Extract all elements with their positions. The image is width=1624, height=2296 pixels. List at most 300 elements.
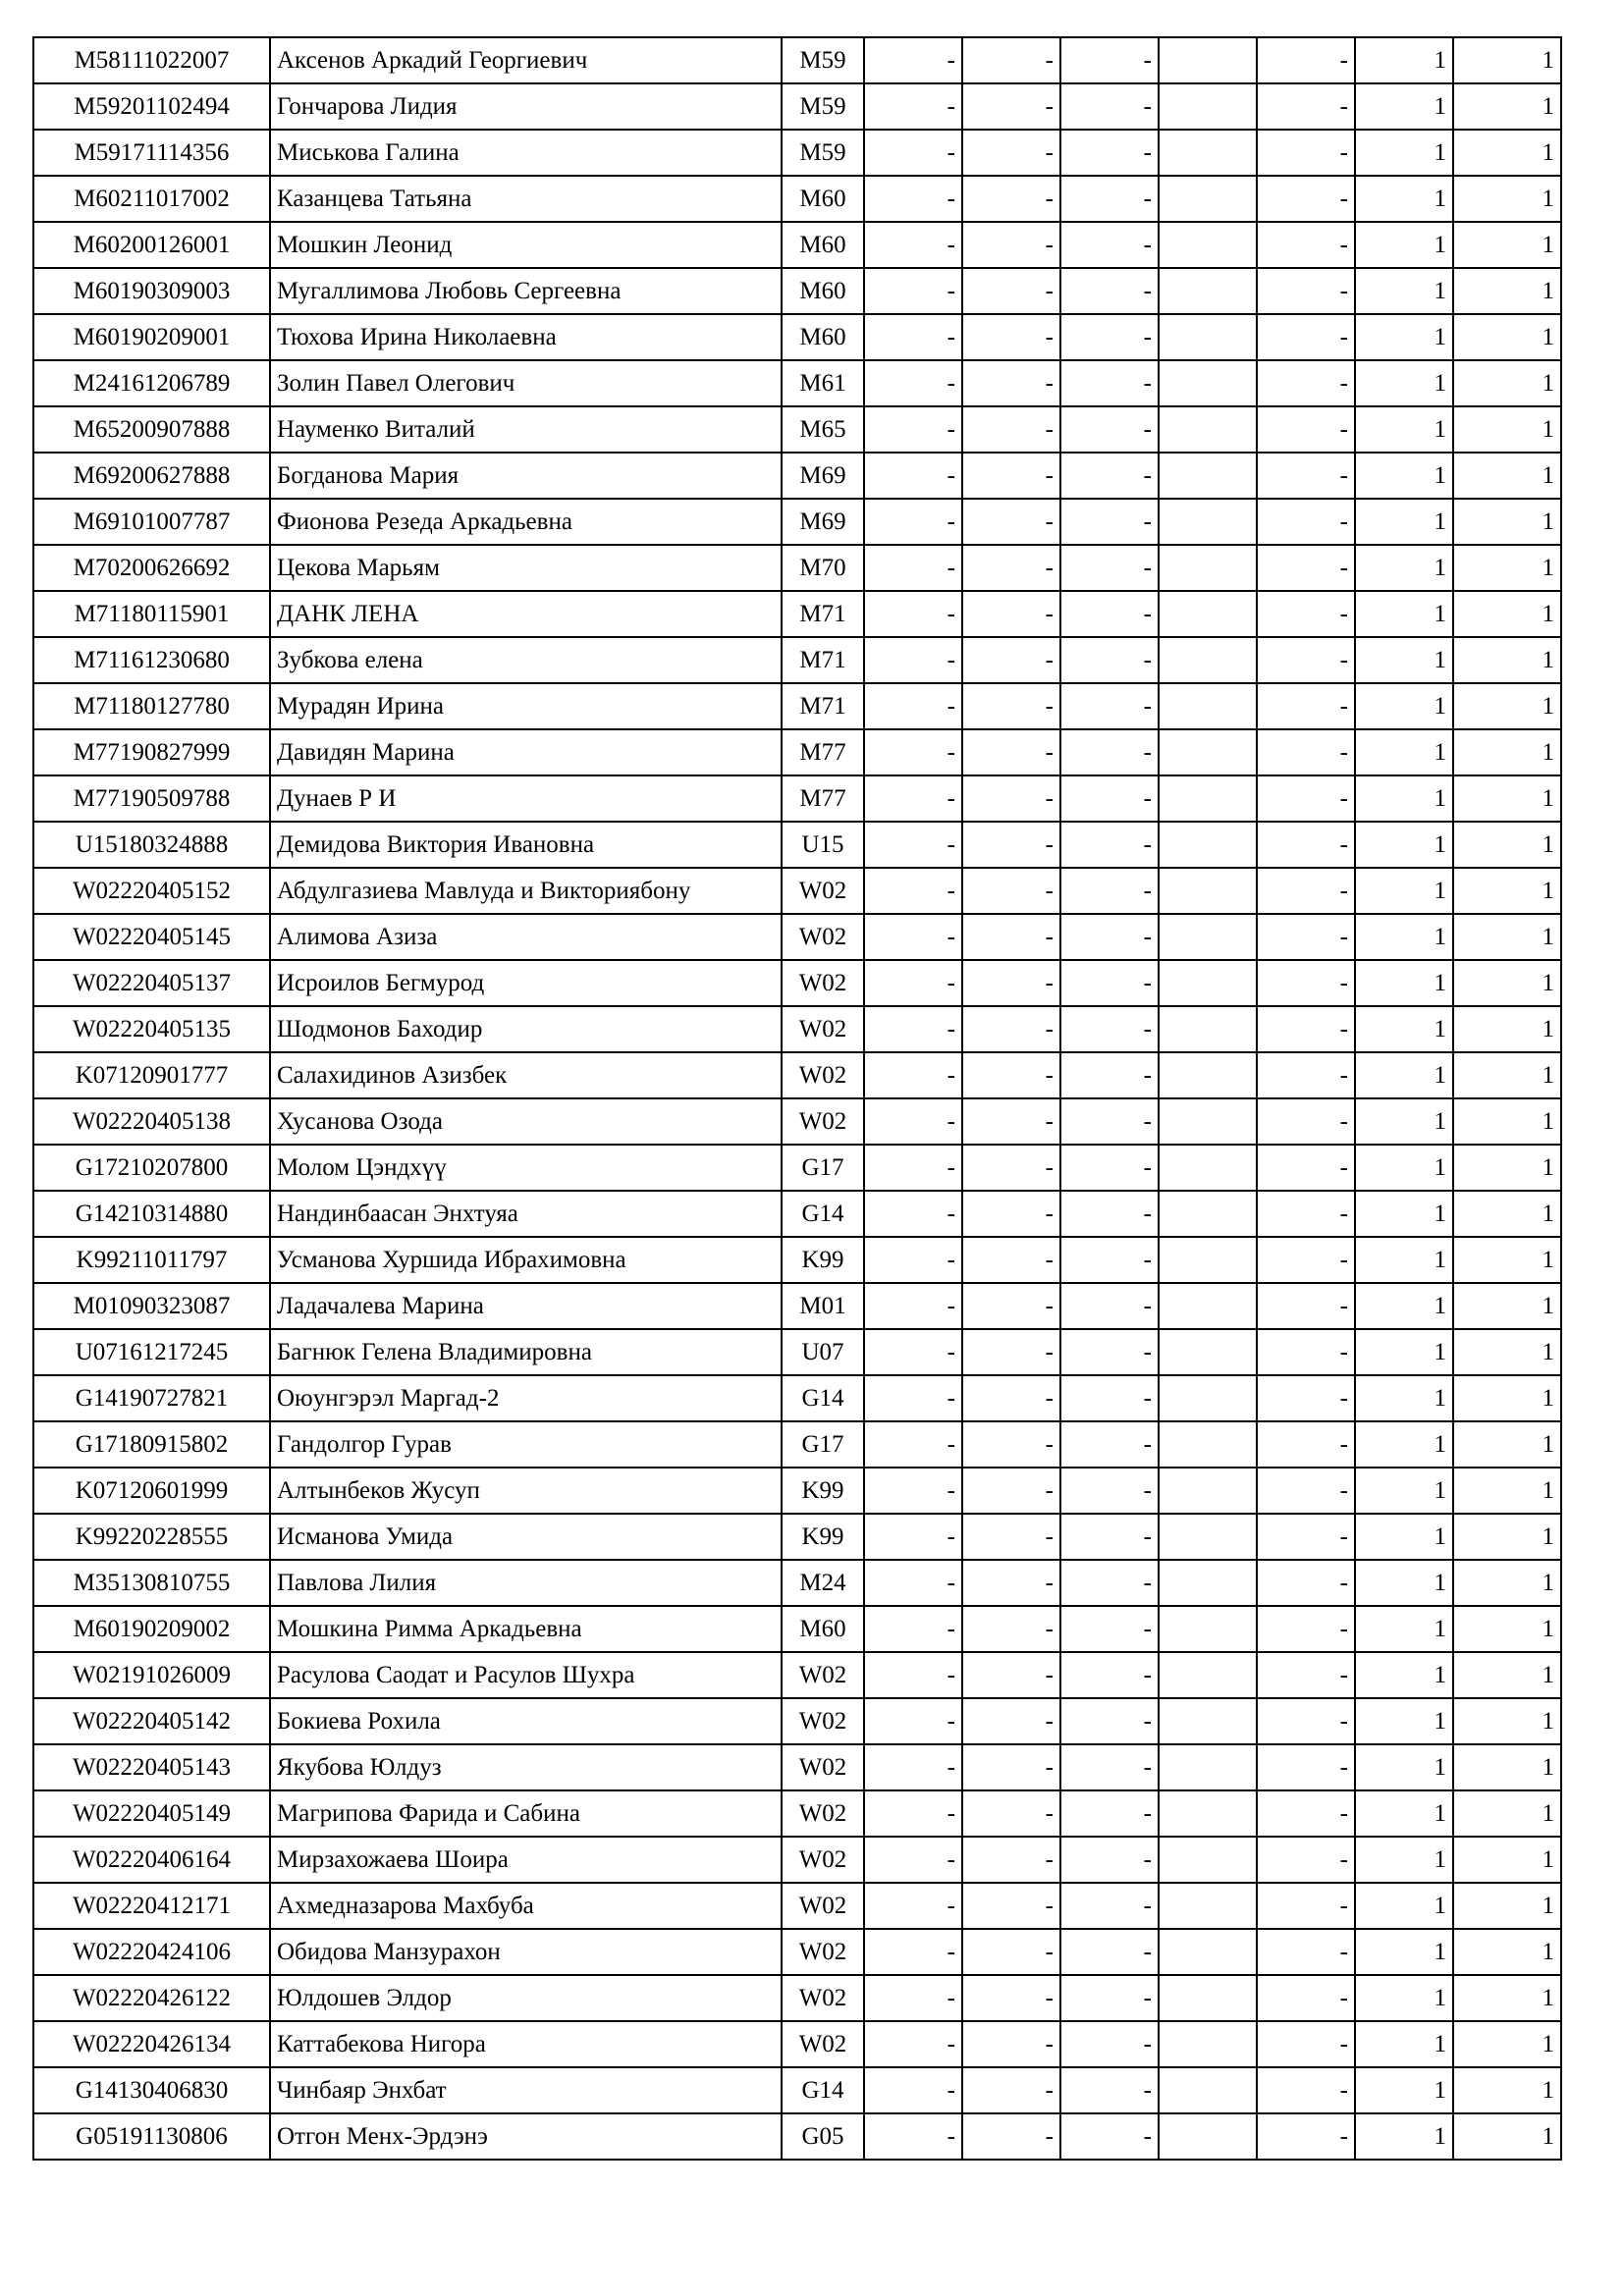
- table-row: [33, 1698, 1561, 1744]
- cell-col4: -: [864, 822, 962, 868]
- cell-col10: 1: [1453, 1652, 1561, 1698]
- cell-name: Абдулгазиева Мавлуда и Викториябону: [270, 868, 782, 914]
- cell-col6: -: [1060, 1006, 1159, 1052]
- cell-col10: 1: [1453, 591, 1561, 637]
- cell-col9: 1: [1355, 130, 1453, 176]
- cell-col5: -: [962, 176, 1060, 222]
- cell-col5: -: [962, 1975, 1060, 2021]
- cell-col5: -: [962, 1606, 1060, 1652]
- cell-col10: 1: [1453, 176, 1561, 222]
- cell-col4: -: [864, 268, 962, 314]
- cell-id: M60211017002: [33, 176, 270, 222]
- cell-col6: -: [1060, 1283, 1159, 1329]
- cell-col7: [1159, 83, 1257, 130]
- cell-name: Алимова Азиза: [270, 914, 782, 960]
- cell-code: M69: [782, 499, 864, 545]
- cell-col10: 1: [1453, 1006, 1561, 1052]
- table-row: [33, 1606, 1561, 1652]
- cell-col7: [1159, 1929, 1257, 1975]
- cell-col5: -: [962, 1237, 1060, 1283]
- cell-col10: 1: [1453, 1837, 1561, 1883]
- table-row: [33, 176, 1561, 222]
- cell-col5: -: [962, 360, 1060, 406]
- table-row: [33, 2067, 1561, 2113]
- table-row: [33, 360, 1561, 406]
- cell-col7: [1159, 1698, 1257, 1744]
- cell-col5: -: [962, 637, 1060, 683]
- cell-id: W02220405135: [33, 1006, 270, 1052]
- cell-col6: -: [1060, 868, 1159, 914]
- cell-name: Отгон Менх-Эрдэнэ: [270, 2113, 782, 2160]
- cell-col8: -: [1257, 314, 1355, 360]
- cell-id: M60200126001: [33, 222, 270, 268]
- cell-col8: -: [1257, 499, 1355, 545]
- cell-name: Зубкова елена: [270, 637, 782, 683]
- cell-col9: 1: [1355, 545, 1453, 591]
- cell-col6: -: [1060, 2021, 1159, 2067]
- cell-name: Золин Павел Олегович: [270, 360, 782, 406]
- cell-col4: -: [864, 1744, 962, 1790]
- cell-col5: -: [962, 822, 1060, 868]
- cell-code: M69: [782, 453, 864, 499]
- cell-id: M35130810755: [33, 1560, 270, 1606]
- cell-code: M70: [782, 545, 864, 591]
- cell-id: W02220405137: [33, 960, 270, 1006]
- cell-col8: -: [1257, 1329, 1355, 1375]
- cell-col4: -: [864, 1237, 962, 1283]
- cell-col6: -: [1060, 130, 1159, 176]
- cell-col10: 1: [1453, 1283, 1561, 1329]
- table-row: [33, 1237, 1561, 1283]
- table-row: [33, 1560, 1561, 1606]
- cell-col5: -: [962, 1514, 1060, 1560]
- cell-col6: -: [1060, 1191, 1159, 1237]
- cell-col7: [1159, 1560, 1257, 1606]
- cell-code: M59: [782, 37, 864, 83]
- data-table: [32, 36, 1562, 2161]
- cell-id: M59201102494: [33, 83, 270, 130]
- cell-id: M69200627888: [33, 453, 270, 499]
- cell-col10: 1: [1453, 914, 1561, 960]
- cell-col6: -: [1060, 1744, 1159, 1790]
- cell-col5: -: [962, 545, 1060, 591]
- cell-col8: -: [1257, 1790, 1355, 1837]
- cell-col10: 1: [1453, 222, 1561, 268]
- table-row: [33, 683, 1561, 729]
- cell-col10: 1: [1453, 499, 1561, 545]
- cell-col9: 1: [1355, 1468, 1453, 1514]
- cell-col10: 1: [1453, 2067, 1561, 2113]
- cell-name: Богданова Мария: [270, 453, 782, 499]
- cell-col9: 1: [1355, 2021, 1453, 2067]
- cell-col5: -: [962, 1560, 1060, 1606]
- cell-code: W02: [782, 1929, 864, 1975]
- table-row: [33, 314, 1561, 360]
- cell-name: Мошкин Леонид: [270, 222, 782, 268]
- table-row: [33, 775, 1561, 822]
- cell-name: Науменко Виталий: [270, 406, 782, 453]
- cell-col5: -: [962, 1468, 1060, 1514]
- cell-col6: -: [1060, 453, 1159, 499]
- cell-code: W02: [782, 2021, 864, 2067]
- cell-col6: -: [1060, 960, 1159, 1006]
- cell-col5: -: [962, 37, 1060, 83]
- cell-col8: -: [1257, 1283, 1355, 1329]
- cell-col10: 1: [1453, 1468, 1561, 1514]
- cell-col7: [1159, 1329, 1257, 1375]
- cell-col6: -: [1060, 268, 1159, 314]
- cell-col8: -: [1257, 683, 1355, 729]
- cell-col6: -: [1060, 176, 1159, 222]
- cell-col8: -: [1257, 914, 1355, 960]
- cell-col9: 1: [1355, 1975, 1453, 2021]
- cell-name: Хусанова Озода: [270, 1098, 782, 1145]
- cell-code: K99: [782, 1468, 864, 1514]
- cell-name: Казанцева Татьяна: [270, 176, 782, 222]
- cell-col4: -: [864, 130, 962, 176]
- cell-col8: -: [1257, 1421, 1355, 1468]
- cell-col9: 1: [1355, 453, 1453, 499]
- cell-col7: [1159, 130, 1257, 176]
- cell-col6: -: [1060, 1790, 1159, 1837]
- cell-col7: [1159, 1790, 1257, 1837]
- table-row: [33, 1375, 1561, 1421]
- cell-col5: -: [962, 453, 1060, 499]
- cell-col9: 1: [1355, 1283, 1453, 1329]
- cell-name: Бокиева Рохила: [270, 1698, 782, 1744]
- cell-col9: 1: [1355, 1744, 1453, 1790]
- table-row: [33, 1145, 1561, 1191]
- cell-col4: -: [864, 1560, 962, 1606]
- cell-col6: -: [1060, 683, 1159, 729]
- cell-col7: [1159, 960, 1257, 1006]
- cell-col6: -: [1060, 2067, 1159, 2113]
- cell-id: M77190827999: [33, 729, 270, 775]
- cell-col9: 1: [1355, 591, 1453, 637]
- cell-col8: -: [1257, 1883, 1355, 1929]
- cell-col7: [1159, 176, 1257, 222]
- cell-col5: -: [962, 314, 1060, 360]
- cell-col9: 1: [1355, 1837, 1453, 1883]
- cell-name: Ахмедназарова Махбуба: [270, 1883, 782, 1929]
- cell-col7: [1159, 1098, 1257, 1145]
- cell-col6: -: [1060, 1652, 1159, 1698]
- table-row: [33, 1329, 1561, 1375]
- cell-col9: 1: [1355, 775, 1453, 822]
- cell-name: Гандолгор Гурав: [270, 1421, 782, 1468]
- cell-col4: -: [864, 2113, 962, 2160]
- cell-col10: 1: [1453, 314, 1561, 360]
- cell-col6: -: [1060, 1052, 1159, 1098]
- cell-col7: [1159, 1837, 1257, 1883]
- cell-col4: -: [864, 1837, 962, 1883]
- table-row: [33, 1283, 1561, 1329]
- cell-name: Фионова Резеда Аркадьевна: [270, 499, 782, 545]
- cell-id: W02220405152: [33, 868, 270, 914]
- cell-col8: -: [1257, 1145, 1355, 1191]
- cell-col8: -: [1257, 1006, 1355, 1052]
- cell-col8: -: [1257, 1237, 1355, 1283]
- cell-id: W02220405138: [33, 1098, 270, 1145]
- table-row: [33, 453, 1561, 499]
- cell-col7: [1159, 914, 1257, 960]
- table-body: [33, 37, 1561, 2160]
- cell-id: W02220412171: [33, 1883, 270, 1929]
- table-row: [33, 406, 1561, 453]
- cell-col6: -: [1060, 1375, 1159, 1421]
- cell-col9: 1: [1355, 1145, 1453, 1191]
- cell-name: Миськова Галина: [270, 130, 782, 176]
- cell-col7: [1159, 1237, 1257, 1283]
- cell-col9: 1: [1355, 268, 1453, 314]
- cell-col4: -: [864, 637, 962, 683]
- cell-id: W02220405145: [33, 914, 270, 960]
- cell-code: W02: [782, 1652, 864, 1698]
- cell-code: G17: [782, 1145, 864, 1191]
- cell-col9: 1: [1355, 37, 1453, 83]
- cell-col7: [1159, 1652, 1257, 1698]
- table-row: [33, 1468, 1561, 1514]
- cell-col10: 1: [1453, 2113, 1561, 2160]
- cell-id: G14130406830: [33, 2067, 270, 2113]
- cell-id: W02191026009: [33, 1652, 270, 1698]
- cell-col6: -: [1060, 1421, 1159, 1468]
- cell-col7: [1159, 453, 1257, 499]
- cell-col8: -: [1257, 1052, 1355, 1098]
- cell-col8: -: [1257, 1468, 1355, 1514]
- cell-col4: -: [864, 360, 962, 406]
- cell-code: M01: [782, 1283, 864, 1329]
- cell-col10: 1: [1453, 1606, 1561, 1652]
- cell-col5: -: [962, 1098, 1060, 1145]
- cell-col7: [1159, 591, 1257, 637]
- cell-col10: 1: [1453, 1929, 1561, 1975]
- cell-code: K99: [782, 1237, 864, 1283]
- cell-col8: -: [1257, 360, 1355, 406]
- table-row: [33, 1744, 1561, 1790]
- cell-col7: [1159, 1052, 1257, 1098]
- cell-col9: 1: [1355, 406, 1453, 453]
- cell-id: M71180115901: [33, 591, 270, 637]
- cell-col7: [1159, 360, 1257, 406]
- cell-col8: -: [1257, 1560, 1355, 1606]
- cell-col10: 1: [1453, 83, 1561, 130]
- table-row: [33, 1191, 1561, 1237]
- cell-col7: [1159, 1606, 1257, 1652]
- cell-code: G14: [782, 1375, 864, 1421]
- cell-col10: 1: [1453, 1883, 1561, 1929]
- cell-name: Багнюк Гелена Владимировна: [270, 1329, 782, 1375]
- cell-id: W02220426134: [33, 2021, 270, 2067]
- cell-col10: 1: [1453, 729, 1561, 775]
- cell-col5: -: [962, 1652, 1060, 1698]
- cell-code: K99: [782, 1514, 864, 1560]
- cell-code: M71: [782, 591, 864, 637]
- table-row: [33, 1929, 1561, 1975]
- cell-name: Усманова Хуршида Ибрахимовна: [270, 1237, 782, 1283]
- cell-col5: -: [962, 729, 1060, 775]
- cell-col8: -: [1257, 268, 1355, 314]
- cell-col9: 1: [1355, 1652, 1453, 1698]
- cell-id: G14190727821: [33, 1375, 270, 1421]
- cell-col8: -: [1257, 729, 1355, 775]
- cell-col5: -: [962, 960, 1060, 1006]
- cell-col4: -: [864, 729, 962, 775]
- cell-col8: -: [1257, 1652, 1355, 1698]
- cell-col6: -: [1060, 1606, 1159, 1652]
- table-row: [33, 1883, 1561, 1929]
- cell-col8: -: [1257, 2067, 1355, 2113]
- cell-col5: -: [962, 130, 1060, 176]
- cell-id: K07120901777: [33, 1052, 270, 1098]
- cell-code: W02: [782, 1975, 864, 2021]
- cell-col5: -: [962, 2113, 1060, 2160]
- cell-col10: 1: [1453, 130, 1561, 176]
- table-row: [33, 729, 1561, 775]
- cell-col10: 1: [1453, 268, 1561, 314]
- cell-name: Магрипова Фарида и Сабина: [270, 1790, 782, 1837]
- cell-id: G17210207800: [33, 1145, 270, 1191]
- cell-col9: 1: [1355, 176, 1453, 222]
- table-row: [33, 222, 1561, 268]
- cell-col5: -: [962, 1145, 1060, 1191]
- cell-col4: -: [864, 960, 962, 1006]
- cell-code: W02: [782, 1098, 864, 1145]
- cell-col10: 1: [1453, 2021, 1561, 2067]
- cell-col10: 1: [1453, 406, 1561, 453]
- cell-name: Мурадян Ирина: [270, 683, 782, 729]
- cell-col8: -: [1257, 222, 1355, 268]
- cell-col8: -: [1257, 868, 1355, 914]
- cell-col9: 1: [1355, 1375, 1453, 1421]
- cell-col4: -: [864, 2067, 962, 2113]
- cell-col7: [1159, 314, 1257, 360]
- table-row: [33, 1098, 1561, 1145]
- cell-col4: -: [864, 1790, 962, 1837]
- cell-id: M77190509788: [33, 775, 270, 822]
- cell-col10: 1: [1453, 775, 1561, 822]
- cell-col9: 1: [1355, 2067, 1453, 2113]
- cell-code: G17: [782, 1421, 864, 1468]
- cell-id: M59171114356: [33, 130, 270, 176]
- cell-col8: -: [1257, 1837, 1355, 1883]
- cell-col6: -: [1060, 1837, 1159, 1883]
- cell-code: W02: [782, 1790, 864, 1837]
- table-row: [33, 83, 1561, 130]
- cell-col8: -: [1257, 1098, 1355, 1145]
- cell-col7: [1159, 683, 1257, 729]
- cell-col4: -: [864, 1283, 962, 1329]
- cell-code: M24: [782, 1560, 864, 1606]
- cell-name: Обидова Манзурахон: [270, 1929, 782, 1975]
- cell-code: M59: [782, 83, 864, 130]
- cell-col7: [1159, 1975, 1257, 2021]
- cell-code: W02: [782, 1883, 864, 1929]
- cell-col6: -: [1060, 637, 1159, 683]
- cell-id: W02220405142: [33, 1698, 270, 1744]
- cell-col6: -: [1060, 545, 1159, 591]
- cell-col5: -: [962, 1191, 1060, 1237]
- cell-code: W02: [782, 1052, 864, 1098]
- cell-code: M60: [782, 176, 864, 222]
- cell-id: M01090323087: [33, 1283, 270, 1329]
- cell-col4: -: [864, 1606, 962, 1652]
- cell-id: M69101007787: [33, 499, 270, 545]
- cell-col5: -: [962, 868, 1060, 914]
- table-row: [33, 637, 1561, 683]
- cell-name: Чинбаяр Энхбат: [270, 2067, 782, 2113]
- cell-name: Ладачалева Марина: [270, 1283, 782, 1329]
- cell-col4: -: [864, 453, 962, 499]
- cell-id: M60190309003: [33, 268, 270, 314]
- cell-col4: -: [864, 1098, 962, 1145]
- cell-col4: -: [864, 591, 962, 637]
- cell-col9: 1: [1355, 1421, 1453, 1468]
- cell-col4: -: [864, 1468, 962, 1514]
- cell-col5: -: [962, 2067, 1060, 2113]
- cell-col9: 1: [1355, 83, 1453, 130]
- cell-col6: -: [1060, 83, 1159, 130]
- cell-name: Алтынбеков Жусуп: [270, 1468, 782, 1514]
- cell-id: G05191130806: [33, 2113, 270, 2160]
- cell-code: M77: [782, 775, 864, 822]
- cell-col5: -: [962, 1421, 1060, 1468]
- cell-col9: 1: [1355, 729, 1453, 775]
- cell-name: Мирзахожаева Шоира: [270, 1837, 782, 1883]
- table-row: [33, 499, 1561, 545]
- cell-col6: -: [1060, 1237, 1159, 1283]
- cell-col6: -: [1060, 2113, 1159, 2160]
- cell-col6: -: [1060, 222, 1159, 268]
- cell-col9: 1: [1355, 1514, 1453, 1560]
- table-row: [33, 2113, 1561, 2160]
- cell-col8: -: [1257, 453, 1355, 499]
- table-row: [33, 1652, 1561, 1698]
- cell-code: G14: [782, 2067, 864, 2113]
- cell-name: Исроилов Бегмурод: [270, 960, 782, 1006]
- cell-col6: -: [1060, 729, 1159, 775]
- cell-col5: -: [962, 683, 1060, 729]
- table-row: [33, 1421, 1561, 1468]
- cell-name: Оюунгэрэл Маргад-2: [270, 1375, 782, 1421]
- cell-col4: -: [864, 683, 962, 729]
- cell-code: W02: [782, 1006, 864, 1052]
- cell-code: W02: [782, 1837, 864, 1883]
- cell-code: W02: [782, 868, 864, 914]
- cell-name: Тюхова Ирина Николаевна: [270, 314, 782, 360]
- cell-name: Исманова Умида: [270, 1514, 782, 1560]
- cell-id: M60190209001: [33, 314, 270, 360]
- cell-id: M71161230680: [33, 637, 270, 683]
- cell-col8: -: [1257, 960, 1355, 1006]
- cell-col6: -: [1060, 1975, 1159, 2021]
- cell-name: Каттабекова Нигора: [270, 2021, 782, 2067]
- cell-col4: -: [864, 499, 962, 545]
- cell-col10: 1: [1453, 1098, 1561, 1145]
- cell-name: Шодмонов Баходир: [270, 1006, 782, 1052]
- cell-col8: -: [1257, 1975, 1355, 2021]
- table-row: [33, 1006, 1561, 1052]
- cell-col9: 1: [1355, 1052, 1453, 1098]
- cell-name: Якубова Юлдуз: [270, 1744, 782, 1790]
- cell-col7: [1159, 2067, 1257, 2113]
- cell-col10: 1: [1453, 1790, 1561, 1837]
- cell-code: M59: [782, 130, 864, 176]
- cell-col7: [1159, 729, 1257, 775]
- cell-col9: 1: [1355, 1237, 1453, 1283]
- table-row: [33, 1975, 1561, 2021]
- cell-col5: -: [962, 1883, 1060, 1929]
